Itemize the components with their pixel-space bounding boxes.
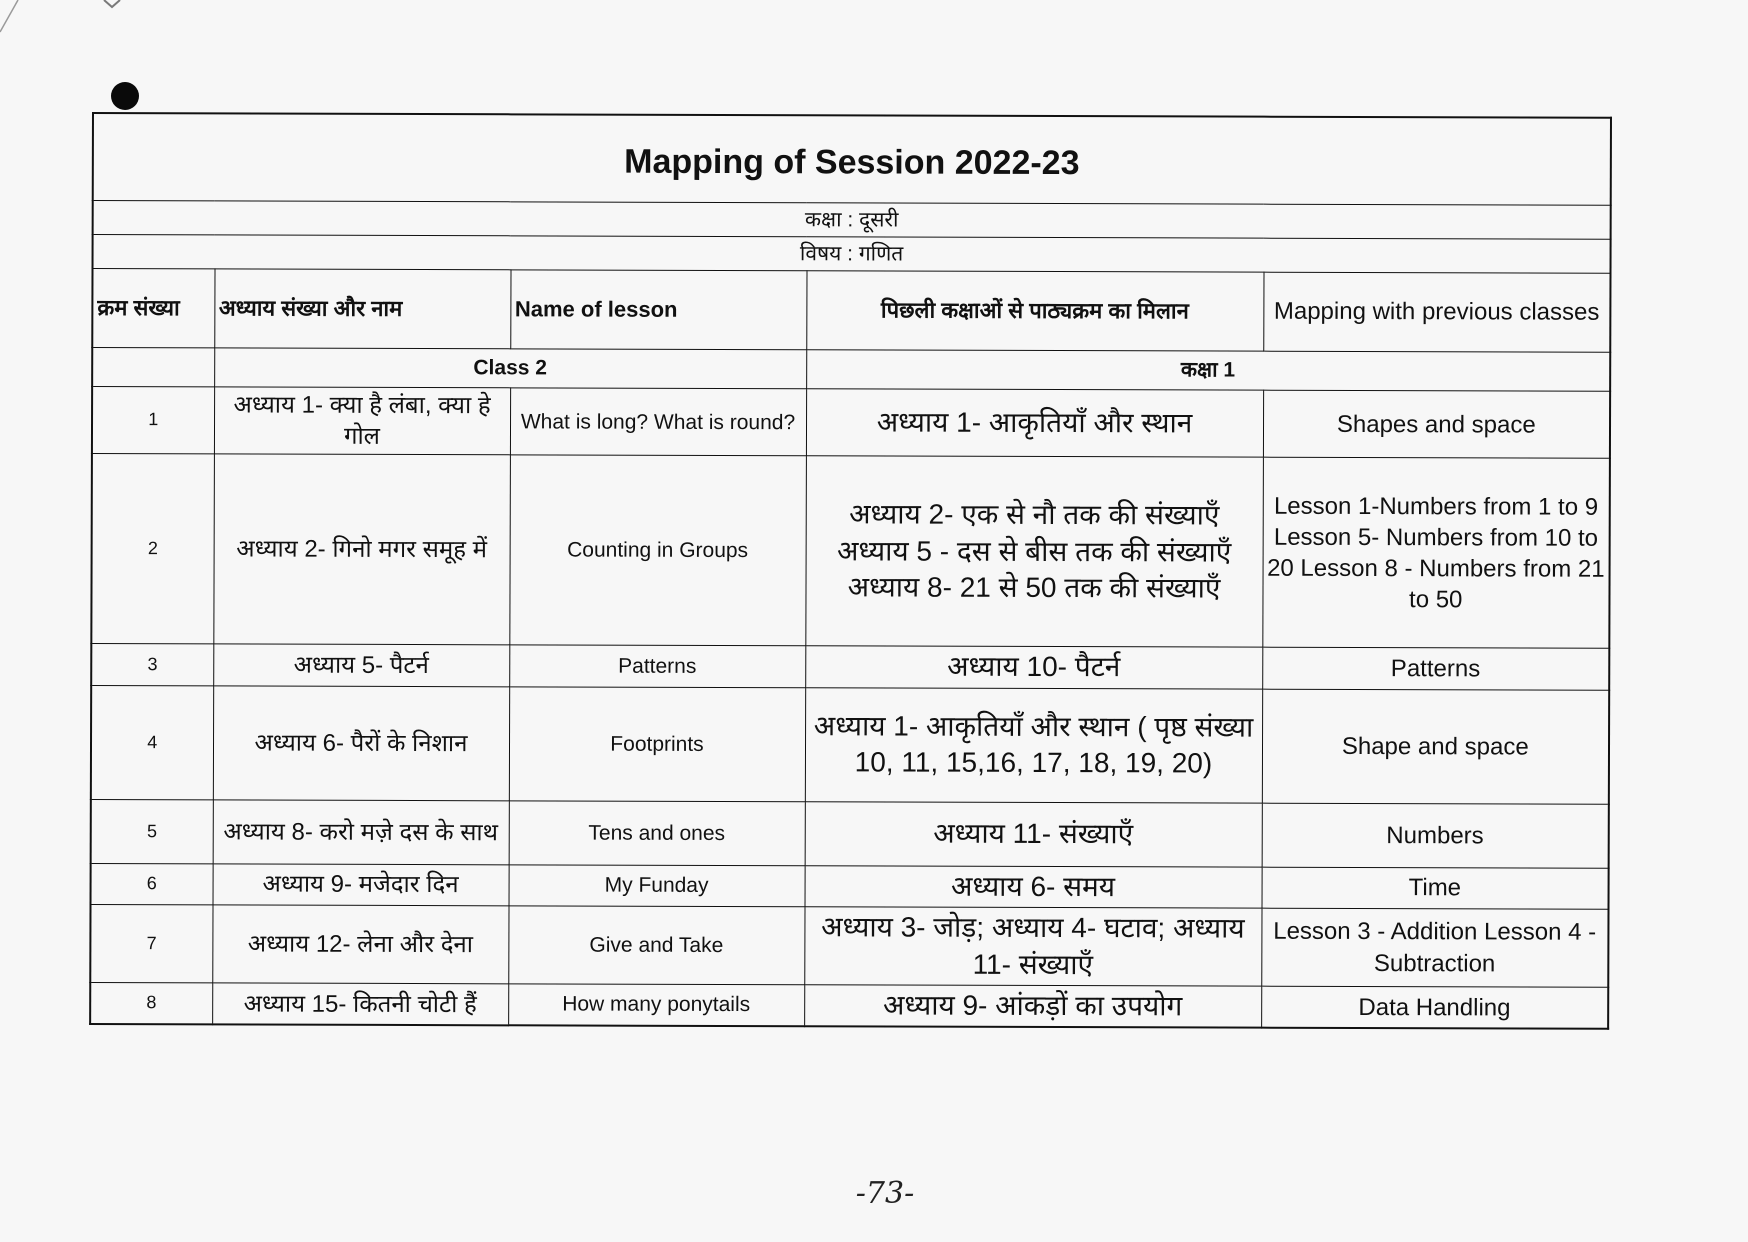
cell-lesson: Patterns: [509, 645, 805, 687]
cell-previous-english: Patterns: [1262, 648, 1609, 690]
cell-previous-hindi: अध्याय 3- जोड़; अध्याय 4- घटाव; अध्याय 11- संख्याएँ: [804, 907, 1261, 986]
cell-previous-english: Numbers: [1262, 803, 1609, 868]
cell-previous-hindi: अध्याय 11- संख्याएँ: [805, 802, 1262, 867]
cell-previous-english: Data Handling: [1261, 986, 1608, 1029]
document-title: Mapping of Session 2022-23: [93, 113, 1611, 205]
cell-serial-number: 4: [91, 685, 213, 799]
cell-previous-hindi: अध्याय 1- आकृतियाँ और स्थान: [806, 389, 1263, 458]
cell-serial-number: 2: [91, 454, 214, 644]
cell-chapter: अध्याय 12- लेना और देना: [212, 905, 508, 984]
cell-chapter: अध्याय 2- गिनो मगर समूह में: [213, 454, 510, 645]
group-empty-cell: [92, 348, 214, 387]
cell-previous-english: Lesson 3 - Addition Lesson 4 - Subtraction: [1261, 908, 1608, 987]
cell-chapter: अध्याय 8- करो मज़े दस के साथ: [213, 800, 509, 865]
table-row: [91, 454, 1610, 649]
header-previous-class-mapping-hindi: पिछली कक्षाओं से पाठ्यक्रम का मिलान: [806, 271, 1263, 351]
header-chapter-number-and-name: अध्याय संख्या और नाम: [214, 269, 510, 349]
cell-serial-number: 1: [92, 387, 214, 455]
cell-lesson: What is long? What is round?: [510, 388, 806, 456]
cell-previous-english: Time: [1262, 867, 1609, 909]
class-line: कक्षा : दूसरी: [93, 201, 1611, 240]
cell-serial-number: 5: [91, 799, 213, 863]
cell-chapter: अध्याय 15- कितनी चोटी हैं: [212, 983, 508, 1026]
group-current-class: Class 2: [214, 348, 806, 389]
cell-previous-english: Lesson 1-Numbers from 1 to 9 Lesson 5- Numbers from 10 to 20 Lesson 8 - Numbers from 21 to 50: [1262, 458, 1610, 649]
cell-lesson: My Funday: [509, 865, 805, 907]
cell-serial-number: 6: [91, 863, 213, 905]
scan-corner-mark: [0, 0, 140, 50]
table-row: [92, 387, 1610, 459]
group-previous-class: कक्षा 1: [806, 350, 1610, 392]
cell-chapter: अध्याय 5- पैटर्न: [213, 644, 509, 686]
title-row: [93, 113, 1611, 205]
cell-chapter: अध्याय 1- क्या है लंबा, क्या हे गोल: [214, 387, 510, 455]
cell-chapter: अध्याय 6- पैरों के निशान: [213, 686, 509, 801]
cell-previous-hindi: अध्याय 6- समय: [805, 866, 1262, 909]
cell-serial-number: 7: [90, 905, 212, 983]
mapping-table: [89, 112, 1612, 1030]
table-row: [90, 905, 1608, 988]
punch-hole: [111, 82, 139, 110]
mapping-sheet: [89, 112, 1610, 1030]
cell-previous-hindi: अध्याय 9- आंकड़ों का उपयोग: [804, 985, 1261, 1028]
header-lesson-name: Name of lesson: [510, 270, 806, 350]
table-row: [90, 982, 1608, 1029]
table-row: [91, 863, 1609, 909]
subject-line: विषय : गणित: [93, 235, 1611, 274]
header-serial-number: क्रम संख्या: [92, 269, 214, 348]
table-row: [91, 644, 1609, 690]
cell-previous-hindi: अध्याय 2- एक से नौ तक की संख्याएँ अध्याय 5 - दस से बीस तक की संख्याएँ अध्याय 8- 21 से 50 तक की संख्याएँ: [805, 456, 1263, 647]
cell-lesson: Footprints: [509, 687, 805, 802]
class-group-row: [92, 348, 1610, 392]
cell-lesson: Give and Take: [508, 906, 804, 985]
cell-serial-number: 3: [91, 644, 213, 686]
column-header-row: [92, 269, 1610, 353]
cell-lesson: Tens and ones: [509, 801, 805, 866]
cell-lesson: How many ponytails: [508, 984, 804, 1027]
cell-previous-hindi: अध्याय 10- पैटर्न: [805, 646, 1262, 689]
cell-previous-english: Shapes and space: [1263, 390, 1610, 458]
page-number: -73-: [855, 1176, 915, 1211]
cell-serial-number: 8: [90, 982, 212, 1024]
table-row: [91, 685, 1609, 804]
header-previous-class-mapping-english: Mapping with previous classes: [1263, 272, 1610, 352]
cell-lesson: Counting in Groups: [509, 455, 806, 646]
table-row: [91, 799, 1609, 868]
class-row: [93, 201, 1611, 240]
cell-previous-english: Shape and space: [1262, 689, 1609, 804]
cell-previous-hindi: अध्याय 1- आकृतियाँ और स्थान ( पृष्ठ संख्या 10, 11, 15,16, 17, 18, 19, 20): [805, 688, 1262, 803]
subject-row: [93, 235, 1611, 274]
cell-chapter: अध्याय 9- मजेदार दिन: [213, 864, 509, 906]
